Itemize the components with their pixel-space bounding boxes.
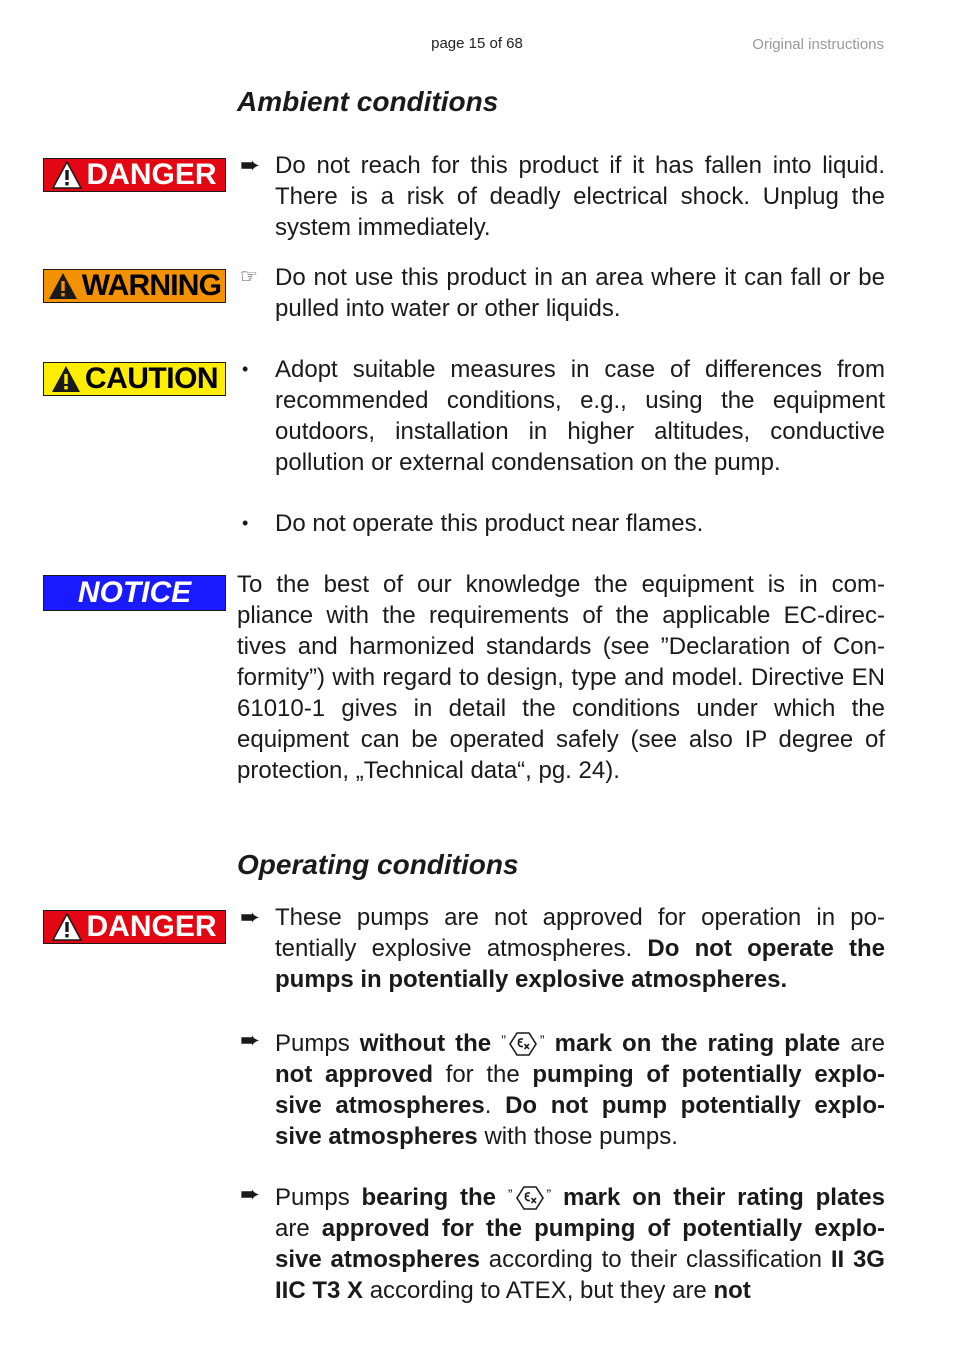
operating-item-1 — [240, 902, 885, 995]
warning-text: Do not use this product in an area where it can fall or be pulled into water or other liquids. — [275, 264, 885, 322]
operating-text-1: These pumps are not approved for operation in po-tentially explosive atmospheres. Do not operate the pumps in potentially explosive atmospheres. — [275, 904, 885, 993]
danger-badge — [43, 910, 226, 944]
notice-badge — [43, 575, 226, 611]
warning-triangle-icon — [48, 272, 78, 300]
danger-badge — [43, 158, 226, 192]
section-title-operating: Operating conditions — [237, 849, 519, 880]
arrow-icon: ➨ — [240, 152, 261, 179]
warning-item — [240, 262, 885, 324]
caution-badge — [43, 362, 226, 396]
warning-badge — [43, 269, 226, 303]
caution-text-2: Do not operate this product near flames. — [275, 510, 704, 537]
section-title-ambient: Ambient conditions — [237, 86, 499, 117]
ex-explosion-mark-icon — [506, 1031, 540, 1057]
ex-explosion-mark-icon — [513, 1185, 547, 1211]
operating-text-2: Pumps without the ” ” mark on the rating plate are not approved for the pumping of potentially explo-sive atmospheres. Do not pump potentially explo-sive atmospheres with those pumps. — [275, 1030, 886, 1150]
caution-text-1: Adopt suitable measures in case of differences from recommended conditions, e.g., using the equipment outdoors, installation in higher altitudes, conductive pollution or external condensation on the pump. — [275, 356, 885, 476]
danger-text: Do not reach for this product if it has fallen into liquid. There is a risk of deadly electrical shock. Unplug the system immediately. — [275, 152, 885, 241]
warning-triangle-icon — [52, 161, 82, 189]
warning-triangle-icon — [52, 913, 82, 941]
bullet-icon: • — [242, 513, 249, 533]
danger-label: DANGER — [86, 910, 217, 943]
operating-text-3: Pumps bearing the ” ” mark on their rating plates are approved for the pumping of potentially explo-sive atmospheres according to their classification II 3G IIC T3 X according to ATEX, but they are not — [275, 1184, 885, 1304]
notice-label: NOTICE — [77, 576, 192, 609]
source-label: Original instructions — [752, 36, 884, 53]
operating-item-2 — [240, 1025, 885, 1152]
caution-label: CAUTION — [84, 362, 219, 395]
warning-triangle-icon — [51, 365, 81, 393]
pointing-hand-icon: ☞ — [240, 266, 258, 288]
caution-item-2 — [240, 508, 885, 539]
warning-label: WARNING — [81, 269, 222, 302]
arrow-icon: ➨ — [240, 904, 261, 931]
arrow-icon: ➨ — [240, 1027, 261, 1054]
bullet-icon: • — [242, 359, 249, 379]
operating-item-3 — [240, 1179, 885, 1306]
notice-text: To the best of our knowledge the equipment is in com-pliance with the requirements of the applicable EC-direc-tives and harmonized standards (see ”Declaration of Con-formity”) with regard to design, type and model. Directive EN 61010-1 gives in detail the conditions under which the equipment can be operated safely (see also IP degree of protection, „Technical data“, pg. 24). — [237, 571, 885, 784]
caution-item-1 — [240, 354, 885, 478]
page-number: page 15 of 68 — [431, 35, 523, 52]
danger-item — [240, 150, 885, 243]
arrow-icon: ➨ — [240, 1181, 261, 1208]
danger-label: DANGER — [86, 158, 217, 191]
